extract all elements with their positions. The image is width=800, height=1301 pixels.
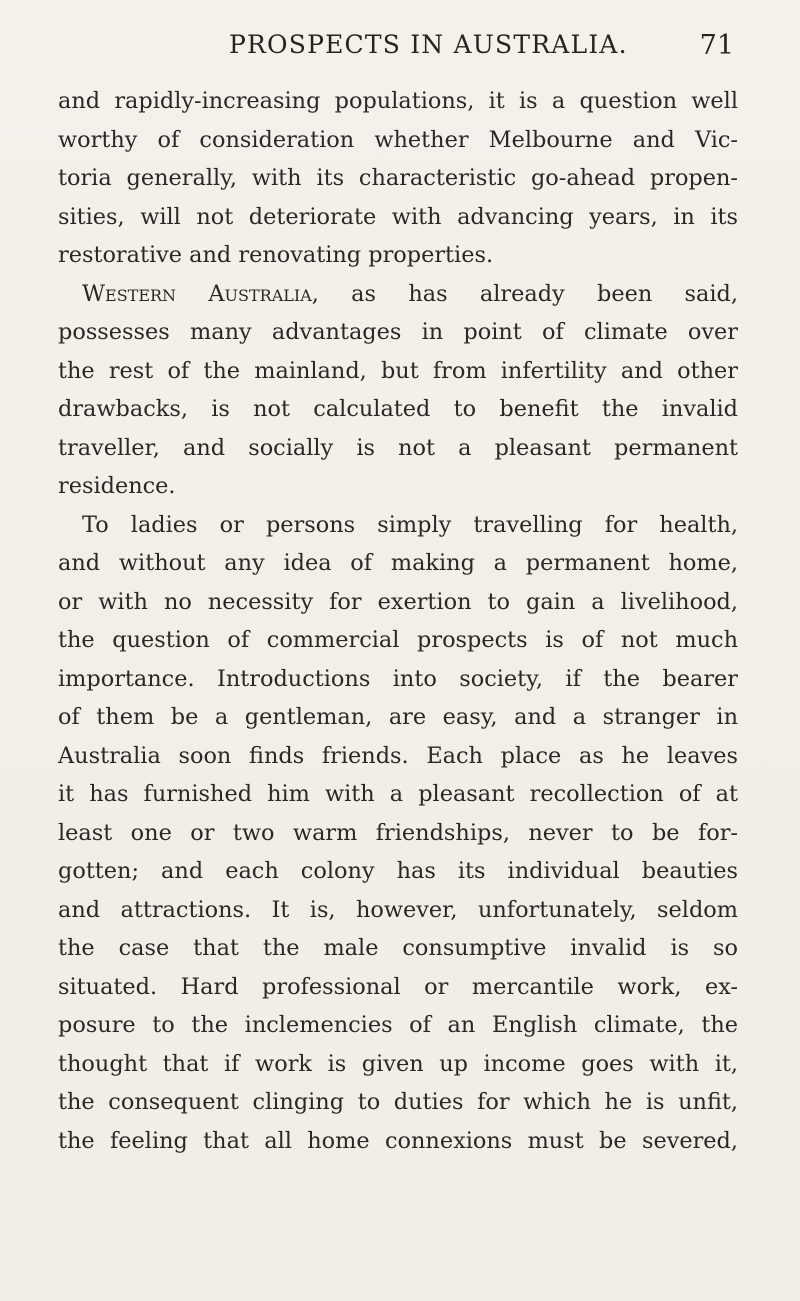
text-line: gotten; and each colony has its individual beauties	[58, 858, 738, 884]
text-line: and rapidly-increasing populations, it is a question well	[58, 88, 738, 114]
running-head: PROSPECTS IN AUSTRALIA.	[229, 30, 628, 59]
text-line: toria generally, with its characteristic go-ahead propen-	[58, 165, 738, 191]
text-line: of them be a gentleman, are easy, and a stranger in	[58, 704, 738, 730]
page-header	[0, 30, 800, 70]
text-line: traveller, and socially is not a pleasant permanent	[58, 434, 738, 461]
text-line: residence.	[58, 473, 176, 499]
text-fragment: as has already been said,	[318, 280, 738, 307]
text-line: posure to the inclemencies of an English climate, the	[58, 1012, 738, 1038]
text-line: importance. Introductions into society, if the bearer	[58, 665, 738, 692]
text-line: and attractions. It is, however, unfortunately, seldom	[58, 896, 738, 923]
text-line	[58, 275, 738, 314]
text-line: possesses many advantages in point of climate over	[58, 319, 738, 345]
text-line: worthy of consideration whether Melbourne and Vic-	[58, 126, 738, 153]
text-line: thought that if work is given up income goes with it,	[58, 1050, 738, 1077]
paragraph	[58, 506, 738, 1161]
text-line: the consequent clinging to duties for which he is unfit,	[58, 1089, 738, 1115]
page-number: 71	[699, 30, 734, 61]
text-line: the case that the male consumptive invalid is so	[58, 935, 738, 961]
text-line: or with no necessity for exertion to gain a livelihood,	[58, 588, 738, 615]
text-line: situated. Hard professional or mercantile work, ex-	[58, 973, 738, 1000]
text-line: the question of commercial prospects is of not much	[58, 627, 738, 653]
text-line: and without any idea of making a permanent home,	[58, 550, 738, 576]
text-line: drawbacks, is not calculated to benefit the invalid	[58, 396, 738, 422]
paragraph	[58, 275, 738, 506]
text-line: restorative and renovating properties.	[58, 242, 494, 268]
text-line: least one or two warm friendships, never to be for-	[58, 819, 738, 846]
text-line: it has furnished him with a pleasant recollection of at	[58, 781, 738, 807]
body-text	[58, 82, 738, 1160]
text-line: sities, will not deteriorate with advancing years, in its	[58, 203, 738, 230]
text-line: To ladies or persons simply travelling for health,	[82, 511, 738, 538]
paragraph	[58, 82, 738, 275]
text-line: the feeling that all home connexions must be severed,	[58, 1127, 738, 1154]
text-line: Australia soon finds friends. Each place as he leaves	[58, 742, 738, 769]
section-lead: Western Australia,	[82, 280, 319, 307]
text-line: the rest of the mainland, but from infertility and other	[58, 357, 738, 384]
